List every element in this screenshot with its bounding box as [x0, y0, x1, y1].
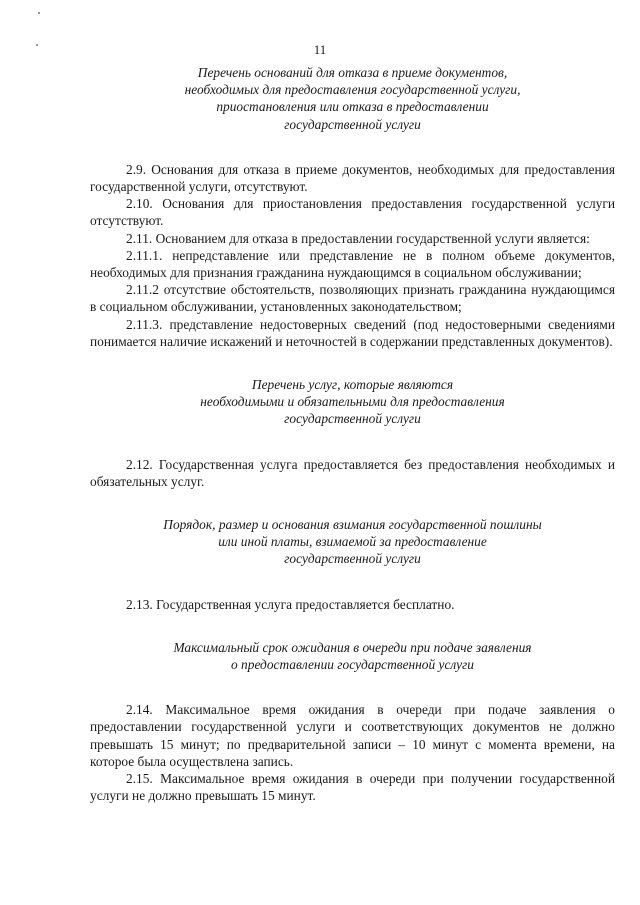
paragraph: 2.14. Максимальное время ожидания в очереди при подаче заявления о предоставлении государственной услуги и соответствующих документов не должно превышать 15 минут; по предварительной записи – 10 минут с момента времени, на которое была осуществлена запись.	[90, 702, 615, 769]
heading-line: Порядок, размер и основания взимания государственной пошлины	[163, 517, 542, 533]
spacer	[90, 350, 615, 376]
paragraph: 2.11.3. представление недостоверных сведений (под недостоверными сведениями понимается наличие искажений и неточностей в содержании представленных документов).	[90, 316, 615, 349]
heading-line: государственной услуги	[284, 411, 421, 427]
spacer	[90, 613, 615, 639]
heading-line: приостановления или отказа в предоставлении	[216, 99, 489, 115]
document-body	[90, 64, 615, 805]
section-heading	[90, 64, 615, 133]
heading-line: о предоставлении государственной услуги	[231, 657, 474, 673]
scan-speck	[38, 12, 40, 14]
spacer	[90, 490, 615, 516]
heading-line: Максимальный срок ожидания в очереди при подаче заявления	[173, 639, 532, 655]
heading-line: государственной услуги	[284, 116, 421, 132]
heading-line: Перечень услуг, которые являются	[251, 377, 454, 393]
section-heading	[90, 376, 615, 428]
heading-line: Перечень оснований для отказа в приеме документов,	[197, 65, 508, 80]
paragraph: 2.11. Основанием для отказа в предоставлении государственной услуги является:	[126, 230, 590, 246]
paragraph: 2.9. Основания для отказа в приеме документов, необходимых для предоставления государственной услуги, отсутствуют.	[90, 161, 615, 195]
paragraph: 2.15. Максимальное время ожидания в очереди при получении государственной услуги не должно превышать 15 минут.	[90, 771, 615, 804]
heading-line: необходимыми и обязательными для предоставления	[200, 394, 505, 410]
paragraph: 2.11.2 отсутствие обстоятельств, позволяющих признать гражданина нуждающимся в социальном обслуживании, установленных законодательством;	[90, 282, 615, 315]
paragraph: 2.11.1. непредставление или представление не в полном объеме документов, необходимых для признания гражданина нуждающимся в социальном обслуживании;	[90, 247, 615, 281]
section-heading	[90, 516, 615, 568]
heading-line: необходимых для предоставления государственной услуги,	[184, 82, 521, 98]
heading-line: или иной платы, взимаемой за предоставление	[218, 534, 487, 550]
paragraph: 2.12. Государственная услуга предоставляется без предоставления необходимых и обязательных услуг.	[90, 456, 615, 489]
heading-line: государственной услуги	[284, 551, 421, 567]
paragraph: 2.10. Основания для приостановления предоставления государственной услуги отсутствуют.	[90, 196, 615, 229]
page-number: 11	[313, 42, 327, 57]
paragraph: 2.13. Государственная услуга предоставляется бесплатно.	[126, 596, 455, 612]
section-heading	[90, 639, 615, 673]
